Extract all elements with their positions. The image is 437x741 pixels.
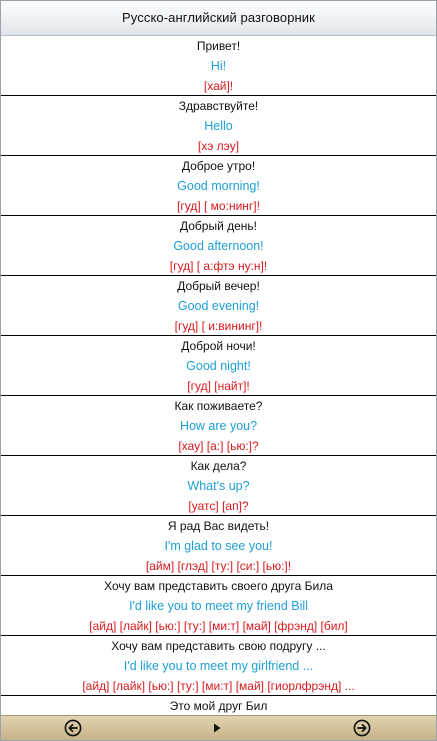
russian-phrase: Хочу вам представить свою подругу ...	[111, 639, 326, 653]
russian-phrase: Здравствуйте!	[178, 99, 259, 113]
russian-phrase: Добрый день!	[179, 219, 258, 233]
phrase-item[interactable]	[1, 156, 436, 216]
english-phrase: Good morning!	[177, 179, 260, 193]
transcription: [уатс] [ап]?	[188, 499, 249, 513]
play-triangle-icon	[209, 720, 225, 736]
transcription: [гуд] [ а:фтэ ну:н]!	[169, 259, 268, 273]
phrase-item[interactable]	[1, 696, 436, 716]
english-phrase: Hi!	[210, 59, 227, 73]
page-title: Русско-английский разговорник	[1, 1, 436, 36]
russian-phrase: Это мой друг Бил	[169, 699, 268, 713]
transcription: [айд] [лайк] [ью:] [ту:] [ми:т] [май] [фрэнд] [бил]	[89, 619, 348, 633]
transcription: [гуд] [найт]!	[187, 379, 250, 393]
transcription: [гуд] [ мо:нинг]!	[177, 199, 260, 213]
transcription: [хэ лэу]	[197, 139, 240, 153]
russian-phrase: Привет!	[196, 39, 241, 53]
phrase-item[interactable]	[1, 216, 436, 276]
transcription: [айм] [глэд] [ту:] [си:] [ью:]!	[145, 559, 292, 573]
phrase-item[interactable]	[1, 336, 436, 396]
phrase-item[interactable]	[1, 516, 436, 576]
phrase-item[interactable]	[1, 276, 436, 336]
english-phrase: Good night!	[186, 359, 251, 373]
transcription: [хай]!	[203, 79, 234, 93]
english-phrase: Good evening!	[177, 299, 260, 313]
transcription: [хау] [а:] [ью:]?	[178, 439, 259, 453]
russian-phrase: Доброе утро!	[181, 159, 256, 173]
english-phrase: What's up?	[187, 479, 250, 493]
phrase-item[interactable]	[1, 36, 436, 96]
english-phrase: Hello	[204, 119, 233, 133]
transcription: [гуд] [ и:вининг]!	[174, 319, 263, 333]
phrase-item[interactable]	[1, 396, 436, 456]
circle-arrow-left-icon	[64, 719, 82, 737]
playback-toolbar	[1, 715, 436, 740]
russian-phrase: Хочу вам представить своего друга Била	[104, 579, 333, 593]
english-phrase: I'm glad to see you!	[164, 539, 273, 553]
english-phrase: I'd like you to meet my friend Bill	[129, 599, 308, 613]
transcription: [айд] [лайк] [ью:] [ту:] [ми:т] [май] [гиорлфрэнд] ...	[82, 679, 355, 693]
circle-arrow-right-icon	[353, 719, 371, 737]
play-button[interactable]	[209, 720, 227, 738]
phrase-item[interactable]	[1, 636, 436, 696]
russian-phrase: Добрый вечер!	[177, 279, 260, 293]
phrase-list[interactable]	[1, 36, 436, 716]
previous-button[interactable]	[64, 719, 82, 737]
russian-phrase: Как поживаете?	[174, 399, 263, 413]
russian-phrase: Доброй ночи!	[181, 339, 256, 353]
next-button[interactable]	[353, 719, 371, 737]
english-phrase: Good afternoon!	[173, 239, 264, 253]
english-phrase: How are you?	[179, 419, 258, 433]
russian-phrase: Как дела?	[190, 459, 247, 473]
russian-phrase: Я рад Вас видеть!	[167, 519, 270, 533]
phrase-item[interactable]	[1, 96, 436, 156]
english-phrase: I'd like you to meet my girlfriend ...	[123, 659, 314, 673]
phrase-item[interactable]	[1, 576, 436, 636]
phrase-item[interactable]	[1, 456, 436, 516]
